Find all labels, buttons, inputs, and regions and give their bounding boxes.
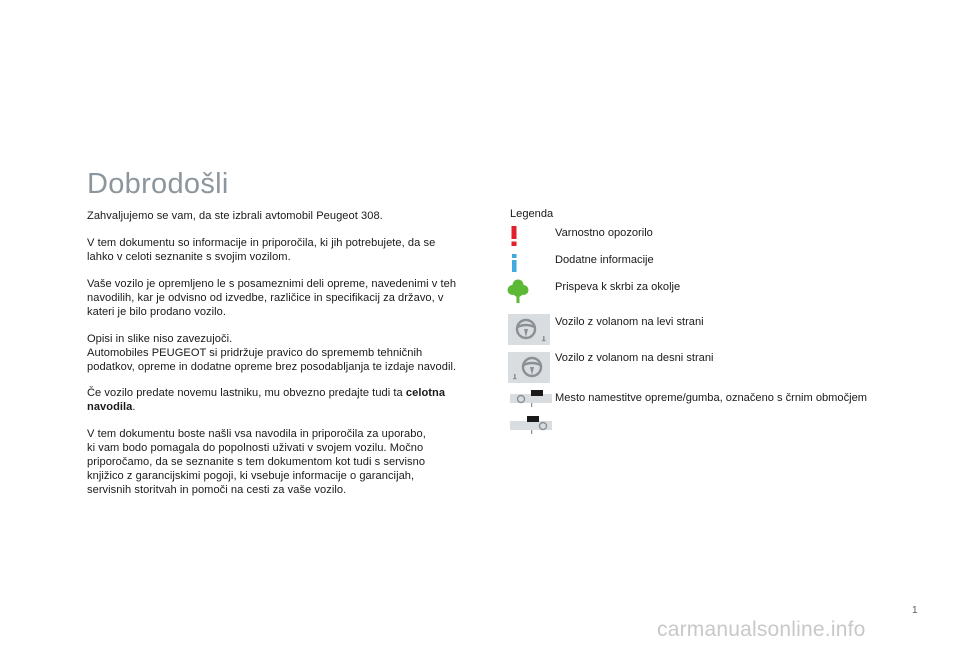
intro-paragraph-5 [87,386,497,414]
complete-manual-emphasis: celotna navodila [87,387,446,413]
handover-text: Če vozilo predate novemu lastniku, mu obvezno predajte tudi ta [87,387,406,399]
legend-label-environment: Prispeva k skrbi za okolje [555,281,681,293]
intro-paragraph-1: Zahvaljujemo se vam, da ste izbrali avtomobil Peugeot 308. [87,210,383,222]
dashboard-location-icon-rhd [510,414,552,436]
legend-label-warning: Varnostno opozorilo [555,227,653,239]
handover-period: . [132,401,136,413]
left-hand-drive-icon [508,313,550,345]
watermark: carmanualsonline.info [657,618,866,641]
right-hand-drive-icon [508,351,550,383]
page-title: Dobrodošli [87,168,229,200]
intro-paragraph-4: Opisi in slike niso zavezujoči. Automobiles PEUGEOT si pridržuje pravico do sprememb tehničnih podatkov, opreme in dodatne opreme brez posodabljanja te izdaje navodil. [87,333,457,373]
warning-exclamation-icon [509,226,519,246]
intro-paragraph-3: Vaše vozilo je opremljeno le s posameznimi deli opreme, navedenimi v teh navodilih, kar je odvisno od izvedbe, različice in specifikacij za državo, v kateri je bilo prodano vozilo. [87,278,457,318]
intro-paragraph-6: V tem dokumentu boste našli vsa navodila in priporočila za uporabo, ki vam bodo pomagala do popolnosti uživati v svojem vozilu. Močno priporočamo, da se seznanite s tem dokumentom kot tudi s servisno knjižico z garancijskimi pogoji, ki vsebuje informacije o garancijah, servisnih storitvah in pomoči na cesti za vaše vozilo. [87,428,426,496]
intro-paragraph-2: V tem dokumentu so informacije in priporočila, ki jih potrebujete, da se lahko v celoti seznanite s svojim vozilom. [87,237,436,263]
legend-label-right-hand-drive: Vozilo z volanom na desni strani [555,352,714,364]
info-icon [509,254,519,272]
legend-label-info: Dodatne informacije [555,254,654,266]
page-number: 1 [912,605,918,616]
legend-label-left-hand-drive: Vozilo z volanom na levi strani [555,316,704,328]
environment-tree-icon [507,279,529,303]
dashboard-location-icon [510,389,552,409]
intro-text [87,209,497,509]
legend-title: Legenda [510,208,554,220]
legend-label-dashboard-location: Mesto namestitve opreme/gumba, označeno s črnim območjem [555,392,867,404]
